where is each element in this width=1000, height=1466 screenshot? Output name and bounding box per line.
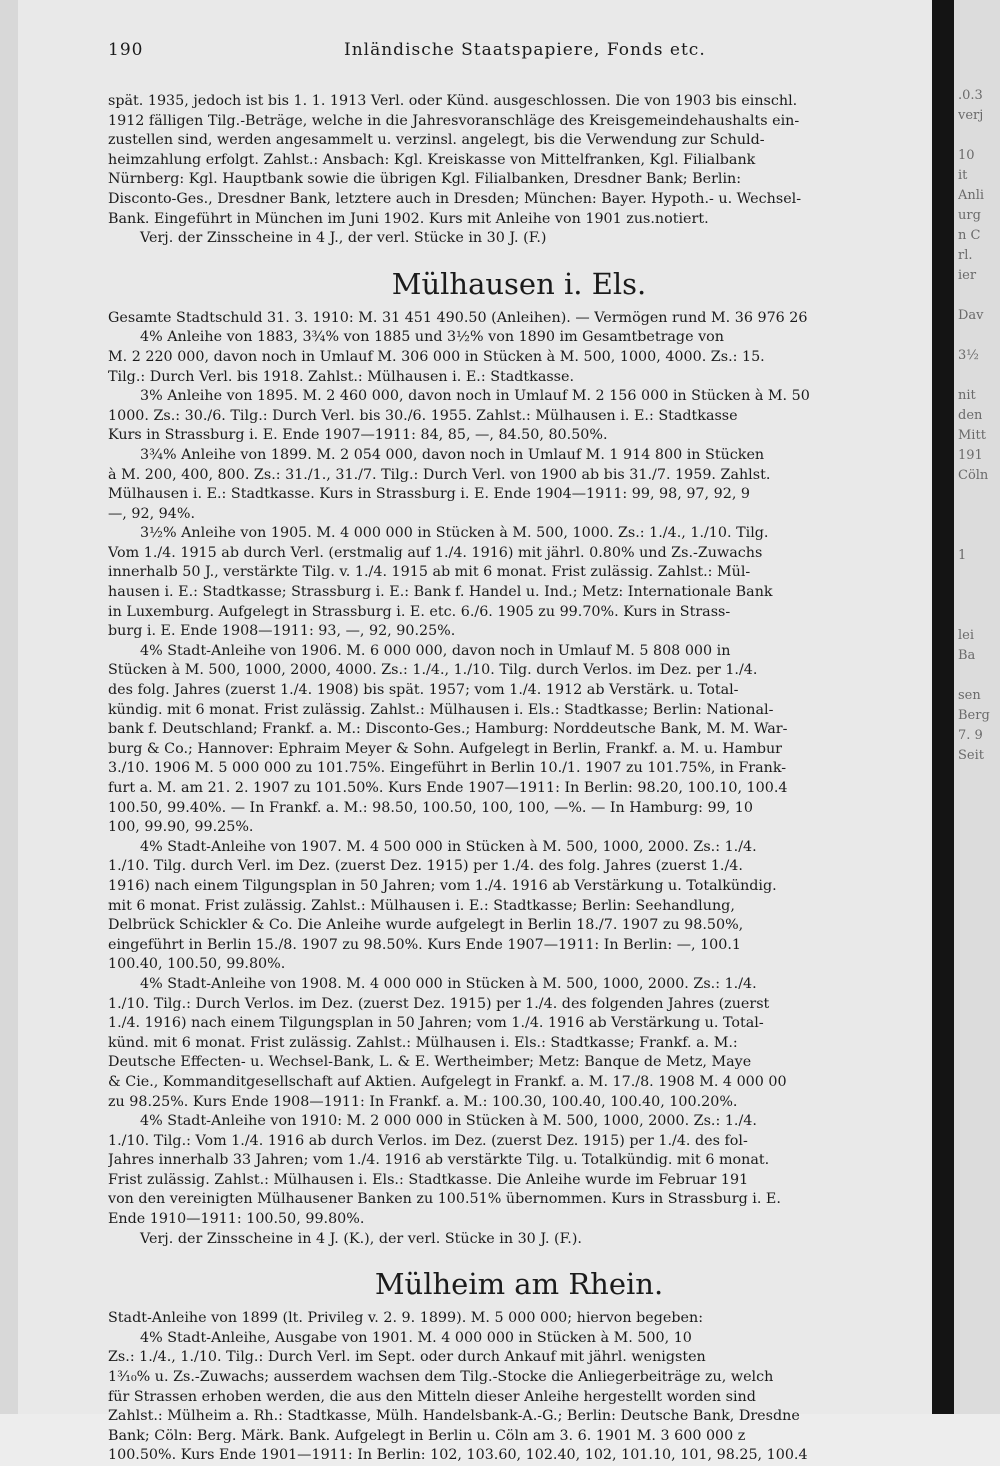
- text-line: 3½% Anleihe von 1905. M. 4 000 000 in Stücken à M. 500, 1000. Zs.: 1./4., 1./10. Tilg.: [140, 525, 769, 542]
- adjacent-page-bleed: [958, 86, 1000, 766]
- bleed-fragment: [958, 566, 1000, 586]
- text-line: 1912 fälligen Tilg.-Beträge, welche in die Jahresvoranschläge des Kreisgemeindehaushalts ein-: [108, 112, 800, 129]
- bleed-fragment: [958, 606, 1000, 626]
- bleed-fragment: [958, 526, 1000, 546]
- text-line: Gesamte Stadtschuld 31. 3. 1910: M. 31 451 490.50 (Anleihen). — Vermögen rund M. 36 976 26: [108, 309, 808, 326]
- text-line: 3./10. 1906 M. 5 000 000 zu 101.75%. Eingeführt in Berlin 10./1. 1907 zu 101.75%, in Frank-: [108, 760, 787, 777]
- text-line: —, 92, 94%.: [108, 505, 195, 522]
- text-line: Kurs in Strassburg i. E. Ende 1907—1911: 84, 85, —, 84.50, 80.50%.: [108, 427, 608, 444]
- text-line: burg i. E. Ende 1908—1911: 93, —, 92, 90.25%.: [108, 623, 456, 640]
- bleed-fragment: [958, 126, 1000, 146]
- text-line: furt a. M. am 21. 2. 1907 zu 101.50%. Kurs Ende 1907—1911: In Berlin: 98.20, 100.10, 100.4: [108, 780, 788, 796]
- bleed-fragment: sen: [958, 688, 981, 703]
- text-line: Tilg.: Durch Verl. bis 1918. Zahlst.: Mülhausen i. E.: Stadtkasse.: [108, 368, 575, 385]
- text-line: 100.50%. Kurs Ende 1901—1911: In Berlin: 102, 103.60, 102.40, 102, 101.10, 101, 98.25, 100.4: [108, 1447, 808, 1464]
- bleed-fragment: 1: [958, 548, 967, 563]
- text-line: Bank. Eingeführt in München im Juni 1902. Kurs mit Anleihe von 1901 zus.notiert.: [108, 210, 709, 227]
- text-line: mit 6 monat. Frist zulässig. Zahlst.: Mülhausen i. E.: Stadtkasse; Berlin: Seehandlung,: [108, 897, 735, 914]
- text-line: 1916) nach einem Tilgungsplan in 50 Jahren; vom 1./4. 1916 ab Verstärkung u. Totalkündig.: [108, 877, 777, 894]
- bleed-fragment: 10: [958, 148, 975, 163]
- bleed-fragment: Mitt: [958, 428, 986, 443]
- text-line: burg & Co.; Hannover: Ephraim Meyer & Sohn. Aufgelegt in Berlin, Frankf. a. M. u. Hambur: [108, 740, 783, 757]
- text-line: 100.40, 100.50, 99.80%.: [108, 956, 286, 973]
- section-title: Mülhausen i. Els.: [391, 266, 647, 301]
- text-line: 1./10. Tilg.: Vom 1./4. 1916 ab durch Verlos. im Dez. (zuerst Dez. 1915) per 1./4. des fol-: [108, 1132, 748, 1149]
- text-line: 3% Anleihe von 1895. M. 2 460 000, davon noch in Umlauf M. 2 156 000 in Stücken à M. 50: [140, 388, 810, 405]
- text-line: zustellen sind, werden angesammelt u. verzinsl. angelegt, bis die Verwendung zur Schuld-: [108, 132, 765, 149]
- text-line: 100, 99.90, 99.25%.: [108, 819, 254, 836]
- bleed-fragment: ier: [958, 268, 977, 283]
- bleed-fragment: Cöln: [958, 468, 989, 483]
- bleed-fragment: rl.: [958, 248, 973, 263]
- bleed-fragment: [958, 506, 1000, 526]
- text-line: künd. mit 6 monat. Frist zulässig. Zahlst.: Mülhausen i. Els.: Stadtkasse; Frankf. a. M.:: [108, 1034, 738, 1051]
- bleed-fragment: urg: [958, 208, 981, 223]
- text-line: M. 2 220 000, davon noch in Umlauf M. 306 000 in Stücken à M. 500, 1000, 4000. Zs.: 15.: [108, 348, 765, 365]
- text-line: für Strassen erhoben werden, die aus den Mitteln dieser Anleihe hergestellt worden sind: [108, 1388, 756, 1405]
- text-line: in Luxemburg. Aufgelegt in Strassburg i. E. etc. 6./6. 1905 zu 99.70%. Kurs in Strass-: [108, 603, 731, 620]
- text-line: Verj. der Zinsscheine in 4 J., der verl. Stücke in 30 J. (F.): [140, 230, 547, 247]
- text-line: spät. 1935, jedoch ist bis 1. 1. 1913 Verl. oder Künd. ausgeschlossen. Die von 1903 bis einschl.: [108, 93, 798, 109]
- bleed-fragment: [958, 326, 1000, 346]
- text-line: Stadt-Anleihe von 1899 (lt. Privileg v. 2. 9. 1899). M. 5 000 000; hiervon begeben:: [108, 1310, 704, 1327]
- bleed-fragment: lei: [958, 628, 975, 643]
- bleed-fragment: [958, 586, 1000, 606]
- bleed-fragment: Anli: [958, 188, 985, 203]
- text-line: & Cie., Kommanditgesellschaft auf Aktien. Aufgelegt in Frankf. a. M. 17./8. 1908 M. 4 000 00: [108, 1073, 787, 1090]
- text-line: eingeführt in Berlin 15./8. 1907 zu 98.50%. Kurs Ende 1907—1911: In Berlin: —, 100.1: [108, 936, 742, 953]
- bleed-fragment: n C: [958, 228, 981, 243]
- text-line: von den vereinigten Mülhausener Banken zu 100.51% übernommen. Kurs in Strassburg i. E.: [108, 1191, 781, 1208]
- text-line: kündig. mit 6 monat. Frist zulässig. Zahlst.: Mülhausen i. Els.: Stadtkasse; Berlin: National-: [108, 701, 774, 718]
- bleed-fragment: nit: [958, 388, 976, 403]
- bleed-fragment: Ba: [958, 648, 976, 663]
- text-line: Nürnberg: Kgl. Hauptbank sowie die übrigen Kgl. Filialbanken, Dresdner Bank; Berlin:: [108, 171, 742, 188]
- page-number: 190: [108, 40, 144, 60]
- text-line: 1000. Zs.: 30./6. Tilg.: Durch Verl. bis 30./6. 1955. Zahlst.: Mülhausen i. E.: Stadtkasse: [108, 407, 738, 424]
- bleed-fragment: it: [958, 168, 968, 183]
- scan-left-edge: [0, 0, 18, 1414]
- page-header: [108, 40, 924, 66]
- bleed-fragment: [958, 366, 1000, 386]
- bleed-fragment: den: [958, 408, 983, 423]
- text-line: Frist zulässig. Zahlst.: Mülhausen i. Els.: Stadtkasse. Die Anleihe wurde im Februar 191: [108, 1171, 749, 1188]
- text-line: Zahlst.: Mülheim a. Rh.: Stadtkasse, Mülh. Handelsbank-A.-G.; Berlin: Deutsche Bank, Dresdne: [108, 1408, 800, 1425]
- text-line: 100.50, 99.40%. — In Frankf. a. M.: 98.50, 100.50, 100, 100, —%. — In Hamburg: 99, 10: [108, 799, 753, 816]
- text-line: 1./10. Tilg. durch Verl. im Dez. (zuerst Dez. 1915) per 1./4. des folg. Jahres (zuerst 1./4.: [108, 858, 743, 875]
- bleed-fragment: 191: [958, 448, 983, 463]
- text-line: 1³⁄₁₀% u. Zs.-Zuwachs; ausserdem wachsen dem Tilg.-Stocke die Anliegerbeiträge zu, welch: [108, 1369, 774, 1386]
- page-body: [108, 92, 930, 1466]
- text-line: Zs.: 1./4., 1./10. Tilg.: Durch Verl. im Sept. oder durch Ankauf mit jährl. wenigsten: [108, 1349, 706, 1366]
- text-line: hausen i. E.: Stadtkasse; Strassburg i. E.: Bank f. Handel u. Ind.; Metz: Internationale Bank: [108, 584, 773, 601]
- text-line: Mülhausen i. E.: Stadtkasse. Kurs in Strassburg i. E. Ende 1904—1911: 99, 98, 97, 92, 9: [108, 486, 750, 503]
- text-line: Ende 1910—1911: 100.50, 99.80%.: [108, 1211, 365, 1228]
- bleed-fragment: [958, 286, 1000, 306]
- text-line: Delbrück Schickler & Co. Die Anleihe wurde aufgelegt in Berlin 18./7. 1907 zu 98.50%,: [108, 917, 744, 934]
- bleed-fragment: Berg: [958, 708, 990, 723]
- text-line: des folg. Jahres (zuerst 1./4. 1908) bis spät. 1957; vom 1./4. 1912 ab Verstärk. u. Total-: [108, 682, 739, 699]
- text-line: bank f. Deutschland; Frankf. a. M.: Disconto-Ges.; Hamburg: Norddeutsche Bank, M. M. War-: [108, 721, 788, 738]
- bleed-fragment: [958, 666, 1000, 686]
- text-line: à M. 200, 400, 800. Zs.: 31./1., 31./7. Tilg.: Durch Verl. von 1900 ab bis 31./7. 1959. Zahlst.: [108, 466, 771, 483]
- text-line: Deutsche Effecten- u. Wechsel-Bank, L. & E. Wertheimber; Metz: Banque de Metz, Maye: [108, 1054, 752, 1071]
- bleed-fragment: Dav: [958, 308, 984, 323]
- gutter-shadow: [932, 0, 954, 1414]
- text-line: zu 98.25%. Kurs Ende 1908—1911: In Frankf. a. M.: 100.30, 100.40, 100.40, 100.20%.: [108, 1093, 738, 1110]
- text-line: 4% Stadt-Anleihe von 1908. M. 4 000 000 in Stücken à M. 500, 1000, 2000. Zs.: 1./4.: [140, 975, 757, 992]
- text-line: Disconto-Ges., Dresdner Bank, letztere auch in Dresden; München: Bayer. Hypoth.- u. Wechsel-: [108, 190, 802, 207]
- text-line: 4% Stadt-Anleihe von 1910: M. 2 000 000 in Stücken à M. 500, 1000, 2000. Zs.: 1./4.: [140, 1113, 757, 1130]
- text-line: 4% Stadt-Anleihe von 1907. M. 4 500 000 in Stücken à M. 500, 1000, 2000. Zs.: 1./4.: [140, 838, 757, 855]
- text-line: Verj. der Zinsscheine in 4 J. (K.), der verl. Stücke in 30 J. (F.).: [140, 1230, 582, 1247]
- bleed-fragment: verj: [958, 108, 984, 123]
- bleed-fragment: [958, 486, 1000, 506]
- bleed-fragment: .0.3: [958, 88, 983, 103]
- text-line: heimzahlung erfolgt. Zahlst.: Ansbach: Kgl. Kreiskasse von Mittelfranken, Kgl. Filialbank: [108, 151, 756, 168]
- text-line: 3¾% Anleihe von 1899. M. 2 054 000, davon noch in Umlauf M. 1 914 800 in Stücken: [140, 446, 765, 463]
- running-title: Inländische Staatspapiere, Fonds etc.: [344, 40, 706, 60]
- text-line: Stücken à M. 500, 1000, 2000, 4000. Zs.: 1./4., 1./10. Tilg. durch Verlos. im Dez. per 1./4.: [108, 662, 758, 679]
- text-line: 1./10. Tilg.: Durch Verlos. im Dez. (zuerst Dez. 1915) per 1./4. des folgenden Jahres (zuerst: [108, 995, 770, 1012]
- bleed-fragment: Seit: [958, 748, 984, 763]
- text-line: 4% Anleihe von 1883, 3¾% von 1885 und 3½% von 1890 im Gesamtbetrage von: [140, 329, 724, 346]
- text-line: 4% Stadt-Anleihe, Ausgabe von 1901. M. 4 000 000 in Stücken à M. 500, 10: [140, 1329, 692, 1346]
- text-line: Jahres innerhalb 33 Jahren; vom 1./4. 1916 ab verstärkte Tilg. u. Totalkündig. mit 6 monat.: [108, 1152, 770, 1169]
- text-line: Bank; Cöln: Berg. Märk. Bank. Aufgelegt in Berlin u. Cöln am 3. 6. 1901 M. 3 600 000 z: [108, 1427, 746, 1444]
- text-line: Vom 1./4. 1915 ab durch Verl. (erstmalig auf 1./4. 1916) mit jährl. 0.80% und Zs.-Zuwachs: [108, 544, 763, 561]
- text-line: 1./4. 1916) nach einem Tilgungsplan in 50 Jahren; vom 1./4. 1916 ab Verstärkung u. Total-: [108, 1015, 764, 1032]
- text-line: 4% Stadt-Anleihe von 1906. M. 6 000 000, davon noch in Umlauf M. 5 808 000 in: [140, 642, 731, 659]
- text-line: innerhalb 50 J., verstärkte Tilg. v. 1./4. 1915 ab mit 6 monat. Frist zulässig. Zahlst.: Mül-: [108, 564, 751, 581]
- bleed-fragment: 7. 9: [958, 728, 983, 743]
- section-title: Mülheim am Rhein.: [374, 1267, 664, 1302]
- bleed-fragment: 3½: [958, 348, 979, 363]
